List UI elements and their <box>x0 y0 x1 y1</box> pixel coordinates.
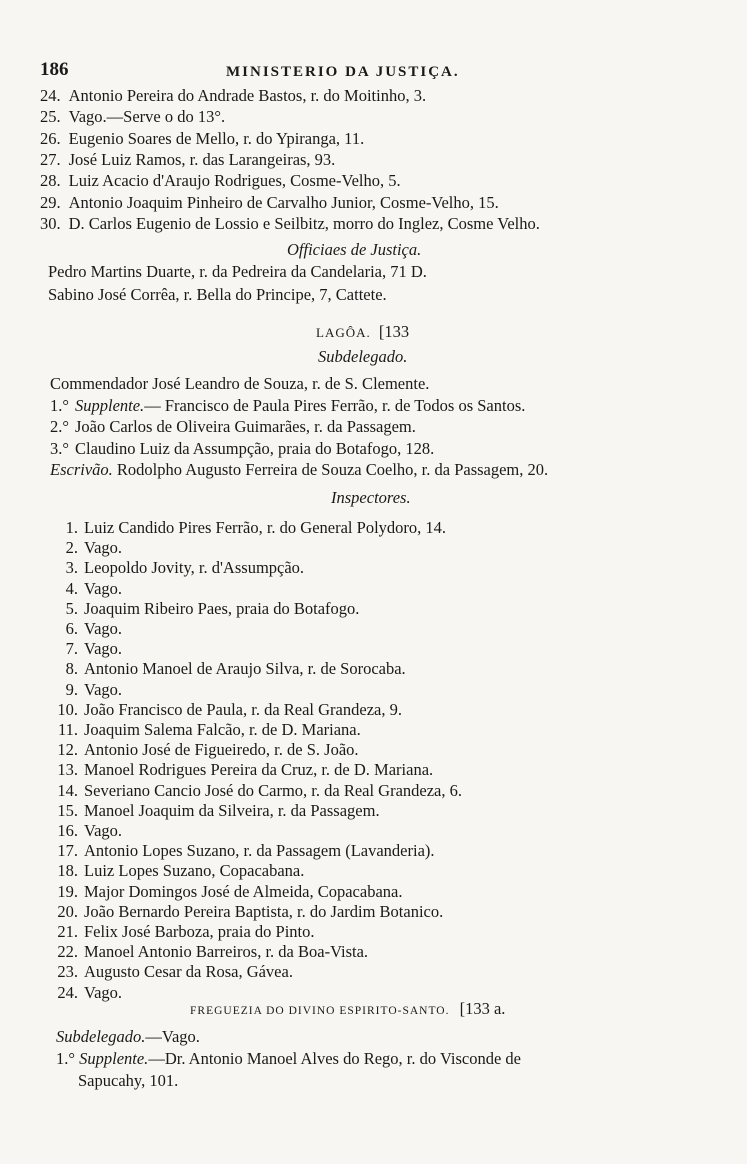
list-item-text: Luiz Acacio d'Araujo Rodrigues, Cosme-Velho, 5. <box>68 171 401 191</box>
list-item <box>40 129 364 149</box>
inspector-text: Antonio José de Figueiredo, r. de S. João. <box>84 740 359 760</box>
inspector-text: Vago. <box>84 578 123 598</box>
inspector-number: 7. <box>65 639 78 659</box>
inspector-item <box>48 922 315 942</box>
list-item-number: 25. <box>40 107 61 127</box>
inspector-text: Joaquim Ribeiro Paes, praia do Botafogo. <box>84 598 360 618</box>
inspector-item <box>48 700 402 720</box>
inspector-item <box>48 760 433 780</box>
list-item-number: 29. <box>40 192 61 212</box>
inspector-number: 19. <box>57 881 78 901</box>
inspector-text: Major Domingos José de Almeida, Copacabana. <box>84 881 403 901</box>
inspector-text: João Bernardo Pereira Baptista, r. do Jardim Botanico. <box>84 901 444 921</box>
list-item-text: Antonio Pereira do Andrade Bastos, r. do Moitinho, 3. <box>68 86 427 105</box>
inspector-number: 21. <box>57 922 78 941</box>
inspector-text: João Francisco de Paula, r. da Real Grandeza, 9. <box>84 699 402 719</box>
inspector-number: 5. <box>65 598 78 618</box>
inspector-number: 13. <box>57 760 78 780</box>
inspector-text: Vago. <box>84 679 123 699</box>
inspector-item <box>48 841 435 861</box>
inspector-number: 3. <box>65 558 78 578</box>
inspector-text: Vago. <box>84 982 123 1002</box>
inspector-item <box>48 659 406 679</box>
inspector-number: 18. <box>57 861 78 881</box>
list-item-number: 27. <box>40 149 61 169</box>
divino-section-title <box>190 999 505 1021</box>
inspector-item <box>48 680 122 700</box>
list-item-text: José Luiz Ramos, r. das Larangeiras, 93. <box>68 149 336 169</box>
inspector-number: 15. <box>57 800 78 820</box>
lagoa-line-prefix: 1.° <box>50 395 69 415</box>
inspector-item <box>48 781 462 801</box>
lagoa-line-text: Commendador José Leandro de Souza, r. de S. Clemente. <box>50 374 430 393</box>
lagoa-line <box>50 439 434 459</box>
inspector-item <box>48 962 293 982</box>
officiaes-line: Sabino José Corrêa, r. Bella do Principe, 7, Cattete. <box>48 285 387 304</box>
inspector-item <box>48 538 122 558</box>
list-item-text: Vago.—Serve o do 13°. <box>68 107 226 127</box>
list-item <box>40 214 540 234</box>
list-item-text: Eugenio Soares de Mello, r. do Ypiranga, 11. <box>68 128 365 148</box>
list-item-number: 24. <box>40 86 61 105</box>
inspectores-heading: Inspectores. <box>331 488 411 507</box>
inspector-text: Vago. <box>84 639 123 659</box>
divino-section-name: FREGUEZIA DO DIVINO ESPIRITO-SANTO. <box>190 1005 450 1017</box>
list-item-number: 26. <box>40 128 61 148</box>
inspector-item <box>48 579 122 599</box>
inspector-number: 10. <box>57 699 78 719</box>
list-item <box>40 86 426 106</box>
inspector-text: Antonio Lopes Suzano, r. da Passagem (Lavanderia). <box>84 841 435 861</box>
inspector-text: Antonio Manoel de Araujo Silva, r. de Sorocaba. <box>84 659 406 679</box>
inspector-number: 17. <box>57 841 78 861</box>
lagoa-line-text: João Carlos de Oliveira Guimarães, r. da Passagem. <box>74 417 416 436</box>
list-item-text: Antonio Joaquim Pinheiro de Carvalho Junior, Cosme-Velho, 15. <box>68 192 499 212</box>
inspector-item <box>48 801 380 821</box>
list-item <box>40 171 401 191</box>
inspector-item <box>48 942 368 962</box>
inspector-number: 14. <box>57 780 78 800</box>
inspector-number: 2. <box>65 538 78 558</box>
list-item <box>40 193 499 213</box>
lagoa-line-text: — Francisco de Paula Pires Ferrão, r. de Todos os Santos. <box>144 395 526 415</box>
list-item <box>40 107 225 127</box>
list-item-number: 30. <box>40 213 61 233</box>
lagoa-line-label: Supplente. <box>74 395 145 415</box>
divino-section-ref: [133 a. <box>459 999 506 1018</box>
inspector-text: Vago. <box>84 538 123 558</box>
lagoa-line-text: Rodolpho Augusto Ferreira de Souza Coelho, r. da Passagem, 20. <box>112 460 549 479</box>
inspector-text: Manoel Joaquim da Silveira, r. da Passagem. <box>84 800 380 820</box>
inspector-number: 1. <box>65 518 78 537</box>
page-number: 186 <box>40 59 69 80</box>
lagoa-section-ref: [133 <box>378 322 410 341</box>
inspector-item <box>48 639 122 659</box>
inspector-text: Augusto Cesar da Rosa, Gávea. <box>84 962 293 982</box>
divino-supplente-cont: Sapucahy, 101. <box>78 1071 179 1090</box>
inspector-number: 11. <box>57 720 78 739</box>
inspector-item <box>48 740 359 760</box>
inspector-item <box>48 882 402 902</box>
divino-subdelegado-text: —Vago. <box>145 1027 200 1046</box>
lagoa-line-prefix: 2.° <box>50 417 69 436</box>
inspector-item <box>48 720 361 740</box>
lagoa-line <box>50 460 548 480</box>
inspector-text: Luiz Lopes Suzano, Copacabana. <box>84 861 305 881</box>
inspector-item <box>48 518 446 538</box>
lagoa-line-label: Escrivão. <box>50 460 113 479</box>
inspector-item <box>48 619 122 639</box>
list-item-number: 28. <box>40 171 61 191</box>
inspector-text: Joaquim Salema Falcão, r. de D. Mariana. <box>84 720 361 739</box>
inspector-item <box>48 902 443 922</box>
inspector-text: Felix José Barboza, praia do Pinto. <box>84 922 315 941</box>
inspector-item <box>48 821 122 841</box>
inspector-number: 8. <box>65 659 78 679</box>
inspector-text: Leopoldo Jovity, r. d'Assumpção. <box>84 558 305 578</box>
page-title: MINISTERIO DA JUSTIÇA. <box>226 64 460 80</box>
inspector-text: Luiz Candido Pires Ferrão, r. do General Polydoro, 14. <box>84 518 447 537</box>
divino-subdelegado-label: Subdelegado. <box>56 1027 146 1046</box>
divino-supplente-prefix: 1.° <box>56 1049 75 1068</box>
divino-supplente-text: —Dr. Antonio Manoel Alves do Rego, r. do Visconde de <box>148 1049 521 1068</box>
list-item-text: D. Carlos Eugenio de Lossio e Seilbitz, morro do Inglez, Cosme Velho. <box>68 213 540 233</box>
divino-supplente <box>56 1049 521 1069</box>
divino-subdelegado <box>56 1027 200 1047</box>
inspector-number: 6. <box>65 619 78 638</box>
lagoa-line <box>50 396 525 416</box>
inspector-text: Manoel Antonio Barreiros, r. da Boa-Vista. <box>84 942 369 962</box>
inspector-number: 16. <box>57 821 78 840</box>
inspector-number: 12. <box>57 740 78 760</box>
lagoa-line-prefix: 3.° <box>50 438 69 458</box>
inspector-text: Vago. <box>84 821 123 840</box>
divino-supplente-label: Supplente. <box>79 1049 149 1068</box>
lagoa-section-title <box>316 322 409 343</box>
inspector-text: Vago. <box>84 619 123 638</box>
inspector-number: 23. <box>57 962 78 982</box>
inspector-number: 9. <box>65 679 78 699</box>
lagoa-line <box>50 417 416 437</box>
officiaes-line: Pedro Martins Duarte, r. da Pedreira da Candelaria, 71 D. <box>48 262 427 281</box>
lagoa-section-name: LAGÔA. <box>316 325 371 340</box>
inspector-item <box>48 861 304 881</box>
inspector-text: Severiano Cancio José do Carmo, r. da Real Grandeza, 6. <box>84 780 463 800</box>
list-item <box>40 150 335 170</box>
inspector-item <box>48 599 359 619</box>
inspector-number: 24. <box>57 982 78 1002</box>
inspector-number: 22. <box>57 942 78 962</box>
inspector-item <box>48 558 304 578</box>
lagoa-line <box>50 374 429 394</box>
lagoa-subdelegado-heading: Subdelegado. <box>318 347 408 366</box>
inspector-item <box>48 983 122 1003</box>
lagoa-line-text: Claudino Luiz da Assumpção, praia do Botafogo, 128. <box>74 438 435 458</box>
inspector-number: 20. <box>57 901 78 921</box>
inspector-number: 4. <box>65 578 78 598</box>
inspector-text: Manoel Rodrigues Pereira da Cruz, r. de D. Mariana. <box>84 760 434 780</box>
officiaes-heading: Officiaes de Justiça. <box>287 240 422 259</box>
